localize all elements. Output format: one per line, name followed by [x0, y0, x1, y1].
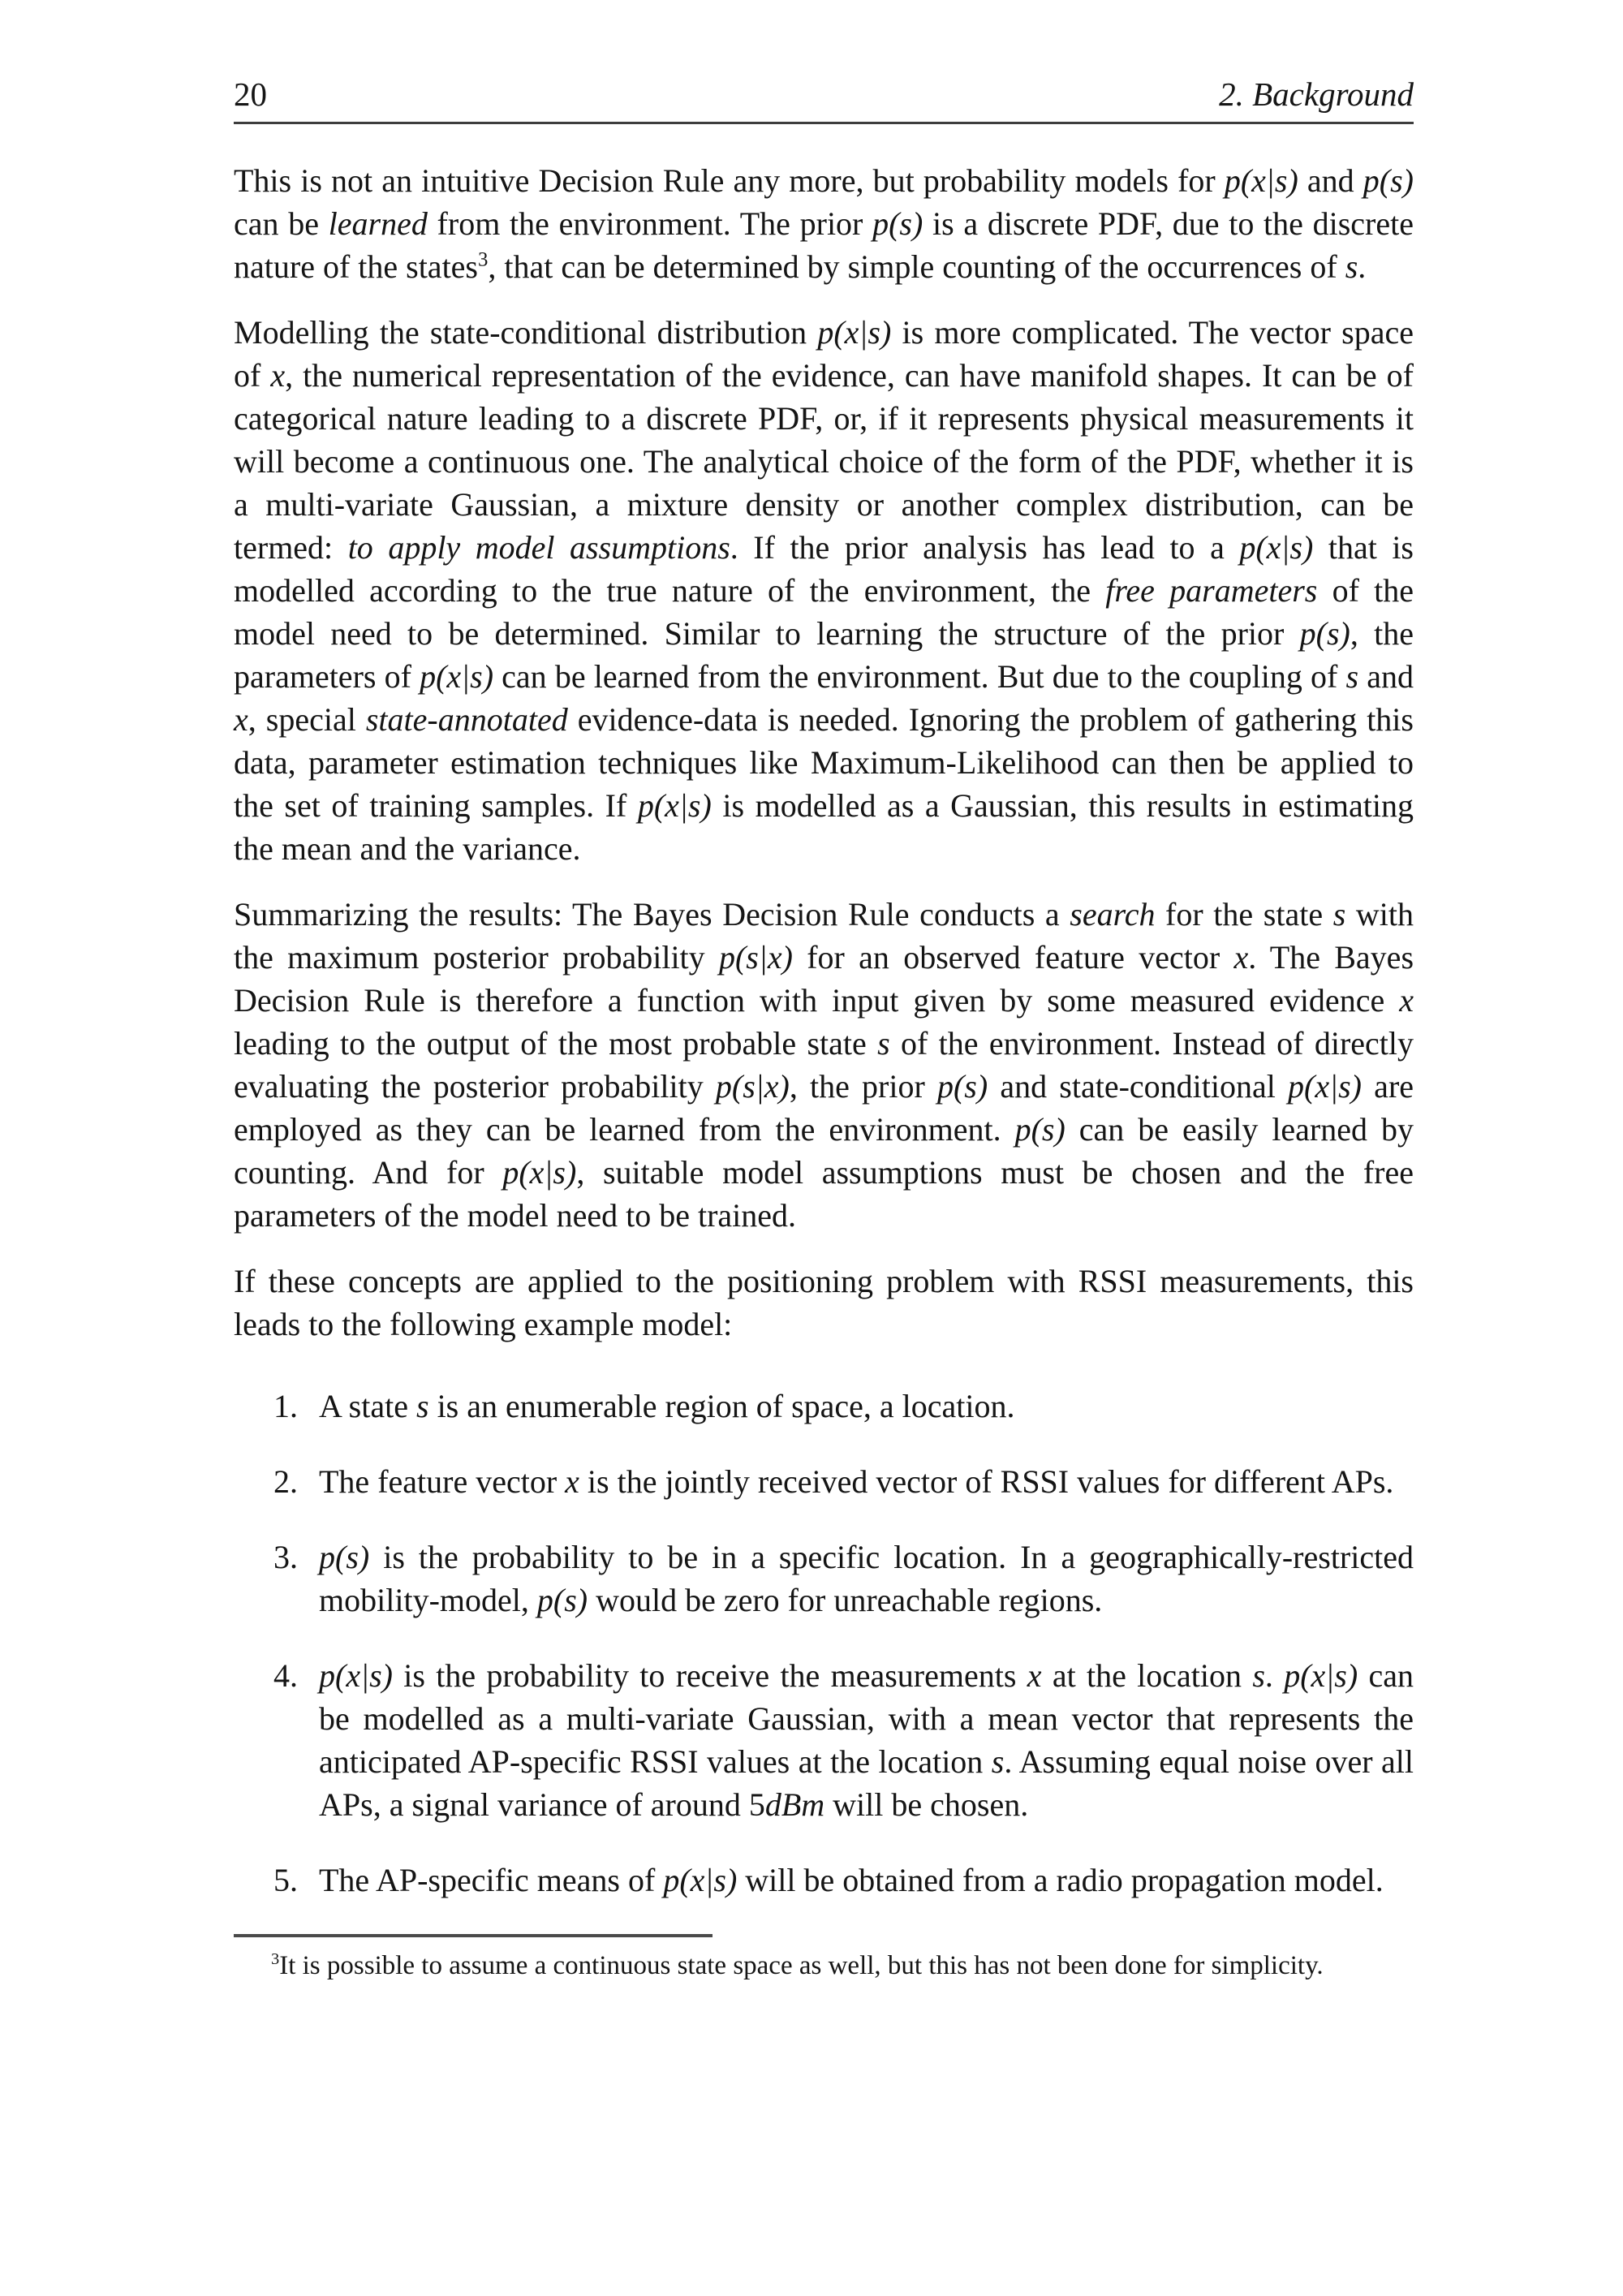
page-body	[234, 159, 1414, 2007]
footnote-text: $^3$It is possible to assume a continuous state space as well, but this has not been done for simplicity.	[271, 1950, 1324, 1980]
list-item-5	[273, 1859, 1414, 1902]
running-chapter-title: 2. Background	[1219, 75, 1414, 113]
list-item-2-number: 2.	[273, 1463, 298, 1500]
paragraph-3: Summarizing the results: The Bayes Decision Rule conducts a search for the state s with the maximum posterior probability p(s|x) for an observed feature vector x. The Bayes Decision Rule is therefore a function with input given by some measured evidence x leading to the output of the most probable state s of the environment. Instead of directly evaluating the posterior probability p(s|x), the prior p(s) and state-conditional p(x|s) are employed as they can be learned from the environment. p(s) can be easily learned by counting. And for p(x|s), suitable model assumptions must be chosen and the free parameters of the model need to be trained.	[234, 896, 1414, 1234]
list-item-5-text: The AP-specific means of p(x|s) will be obtained from a radio propagation model.	[319, 1862, 1384, 1898]
numbered-list	[273, 1385, 1414, 1902]
list-item-1-text: A state s is an enumerable region of space, a location.	[319, 1388, 1015, 1424]
list-item-5-number: 5.	[273, 1862, 298, 1898]
footnote-area	[234, 1934, 1414, 1984]
paragraph-2: Modelling the state-conditional distribution p(x|s) is more complicated. The vector space of x, the numerical representation of the evidence, can have manifold shapes. It can be of categorical nature leading to a discrete PDF, or, if it represents physical measurements it will become a continuous one. The analytical choice of the form of the PDF, whether it is a multi-variate Gaussian, a mixture density or another complex distribution, can be termed: to apply model assumptions. If the prior analysis has lead to a p(x|s) that is modelled according to the true nature of the environment, the free parameters of the model need to be determined. Similar to learning the structure of the prior p(s), the parameters of p(x|s) can be learned from the environment. But due to the coupling of s and x, special state-annotated evidence-data is needed. Ignoring the problem of gathering this data, parameter estimation techniques like Maximum-Likelihood can then be applied to the set of training samples. If p(x|s) is modelled as a Gaussian, this results in estimating the mean and the variance.	[234, 314, 1414, 867]
list-item-2-text: The feature vector x is the jointly received vector of RSSI values for different APs.	[319, 1463, 1394, 1500]
list-item-3-number: 3.	[273, 1539, 298, 1575]
list-item-3-text: p(s) is the probability to be in a specific location. In a geographically-restricted mobility-model, p(s) would be zero for unreachable regions.	[319, 1539, 1414, 1618]
header-rule	[234, 122, 1414, 124]
list-item-1-number: 1.	[273, 1388, 298, 1424]
list-item-1	[273, 1385, 1414, 1428]
list-item-3	[273, 1536, 1414, 1622]
page-number: 20	[234, 75, 267, 113]
page-header	[234, 75, 1414, 114]
list-item-4	[273, 1654, 1414, 1826]
list-item-2	[273, 1460, 1414, 1503]
list-item-4-number: 4.	[273, 1657, 298, 1694]
list-item-4-text: p(x|s) is the probability to receive the measurements x at the location s. p(x|s) can be modelled as a multi-variate Gaussian, with a mean vector that represents the anticipated AP-specific RSSI values at the location s. Assuming equal noise over all APs, a signal variance of around 5dBm will be chosen.	[319, 1657, 1414, 1823]
paragraph-1: This is not an intuitive Decision Rule any more, but probability models for p(x|s) and p(s) can be learned from the environment. The prior p(s) is a discrete PDF, due to the discrete nature of the states$^3$, that can be determined by simple counting of the occurrences of s.	[234, 162, 1414, 285]
footnote-rule	[234, 1934, 712, 1937]
paragraph-4: If these concepts are applied to the positioning problem with RSSI measurements, this leads to the following example model:	[234, 1263, 1414, 1342]
